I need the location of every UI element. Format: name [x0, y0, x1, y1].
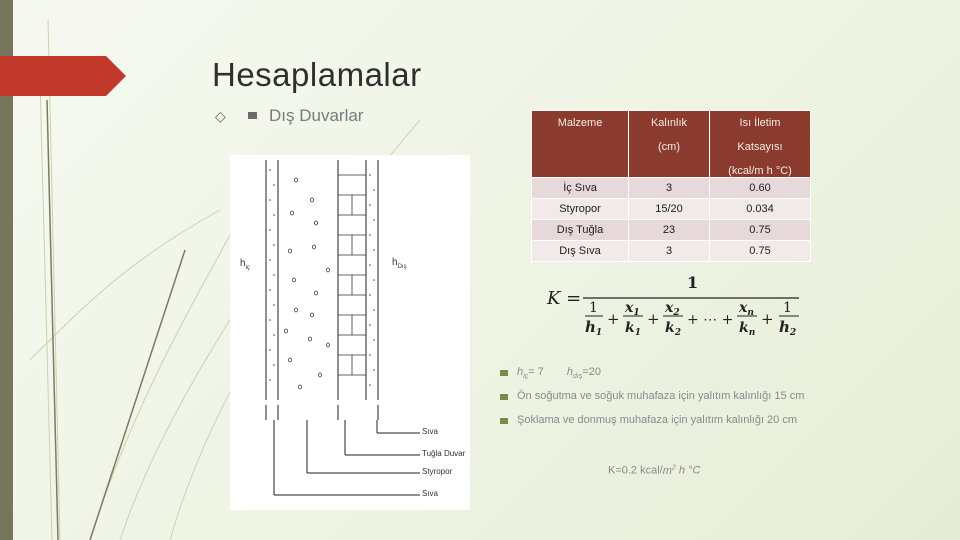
header-isi-iletim: [710, 111, 811, 178]
header-isi-iletim-label: Isı İletim: [739, 117, 781, 129]
formula-k2: $k_2$: [665, 320, 681, 338]
slide-title: Hesaplamalar: [212, 56, 422, 93]
cell-thickness: 3: [629, 178, 710, 199]
header-unit-label: (kcal/m h °C): [728, 165, 792, 177]
k-result: K=0.2 kcal/$m^2$ h °C: [608, 464, 701, 477]
formula-k1: $k_1$: [625, 320, 641, 338]
svg-text:+: +: [761, 310, 774, 328]
cell-conductivity: 0.75: [710, 220, 811, 241]
formula-h1: $h_1$: [585, 318, 603, 338]
table-row: [532, 178, 811, 199]
cell-thickness: 23: [629, 220, 710, 241]
cell-conductivity: 0.60: [710, 178, 811, 199]
formula-xn: $x_n$: [739, 300, 754, 318]
cell-material: İç Sıva: [532, 178, 629, 199]
label-h-dis: $h_{Dış}$: [392, 257, 407, 270]
cell-thickness: 15/20: [629, 199, 710, 220]
header-cm-label: (cm): [658, 141, 680, 153]
diamond-bullet-icon: ◇: [215, 108, 226, 124]
table-row: [532, 199, 811, 220]
table-row: [532, 241, 811, 262]
formula-lhs: K =: [547, 288, 582, 309]
bullet-icon: [500, 394, 508, 400]
heat-transfer-formula: [545, 270, 805, 345]
header-kalinlik: [629, 111, 710, 178]
bullet-on-sogutma: Ön soğutma ve soğuk muhafaza için yalıtım kalınlığı 15 cm: [517, 390, 805, 402]
table-row: [532, 220, 811, 241]
cell-material: Dış Sıva: [532, 241, 629, 262]
bullet-icon: [500, 418, 508, 424]
title-arrow: [0, 56, 126, 96]
formula-h2: $h_2$: [779, 318, 797, 338]
formula-den-1: 1: [589, 300, 598, 316]
legend-styropor: Styropor: [422, 467, 453, 476]
formula-numerator: 1: [687, 273, 699, 292]
cell-material: Styropor: [532, 199, 629, 220]
bullet-soklama: Şoklama ve donmuş muhafaza için yalıtım kalınlığı 20 cm: [517, 414, 798, 426]
header-malzeme: Malzeme: [532, 111, 629, 178]
formula-x1: $x_1$: [625, 300, 640, 318]
formula-ellipsis: + ⋯ +: [687, 312, 734, 328]
legend-tugla-duvar: Tuğla Duvar: [422, 449, 466, 458]
svg-text:+: +: [607, 310, 620, 328]
bullet-h-values: $h_{iç}= 7$ $h_{dış}=20$: [517, 366, 601, 381]
bullet-icon: [500, 370, 508, 376]
legend-siva-1: Sıva: [422, 427, 439, 436]
bullet-dis-duvarlar: Dış Duvarlar: [269, 106, 364, 125]
label-h-ic: $h_{iç}$: [240, 258, 250, 271]
svg-text:+: +: [647, 310, 660, 328]
square-bullet-icon: [248, 112, 257, 119]
table-header-row: [532, 111, 811, 178]
formula-kn: $k_n$: [739, 320, 756, 338]
material-properties-table: [531, 110, 811, 262]
legend-siva-2: Sıva: [422, 489, 439, 498]
cell-conductivity: 0.034: [710, 199, 811, 220]
header-katsayisi-label: Katsayısı: [737, 141, 783, 153]
formula-den-2: 1: [783, 300, 792, 316]
wall-diagram: [230, 155, 470, 510]
cell-conductivity: 0.75: [710, 241, 811, 262]
formula-x2: $x_2$: [665, 300, 680, 318]
header-kalinlik-label: Kalınlık: [650, 117, 688, 129]
cell-thickness: 3: [629, 241, 710, 262]
cell-material: Dış Tuğla: [532, 220, 629, 241]
